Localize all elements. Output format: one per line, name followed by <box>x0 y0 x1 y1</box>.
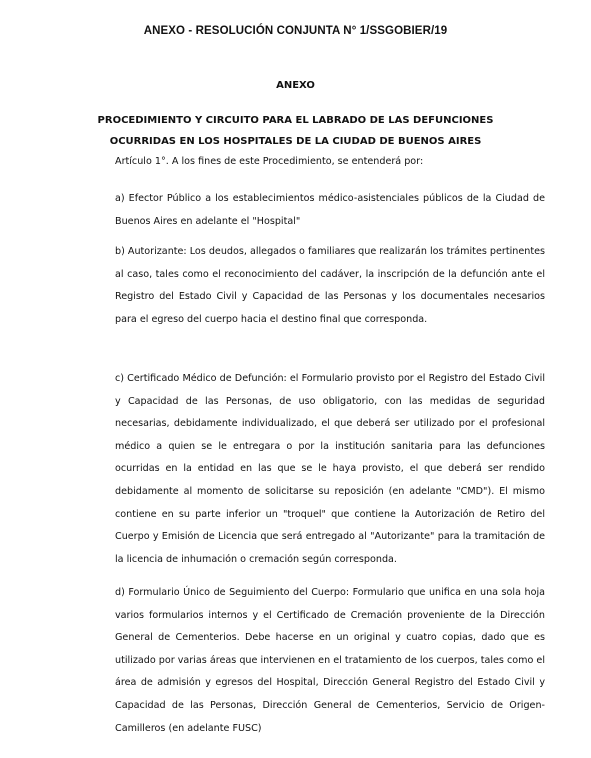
definition-c-paragraph: c) Certificado Médico de Defunción: el Formulario provisto por el Registro del Estado Civil y Capacidad de las Personas, de uso obligatorio, con las medidas de seguridad necesarias, debidamente individualizado, el que deberá ser utilizado por el profesional médico a quien se le entregara o por la institución sanitaria para las defunciones ocurridas en la entidad en las que se le haya provisto, el que deberá ser rendido debidamente al momento de solicitarse su reposición (en adelante "CMD"). El mismo contiene en su parte inferior un "troquel" que contiene la Autorización de Retiro del Cuerpo y Emisión de Licencia que será entregado al "Autorizante" para la tramitación de la licencia de inhumación o cremación según corresponda. <box>115 373 545 565</box>
document-header: ANEXO - RESOLUCIÓN CONJUNTA N° 1/SSGOBIER/19 <box>143 25 448 37</box>
procedure-title-line-2: OCURRIDAS EN LOS HOSPITALES DE LA CIUDAD DE BUENOS AIRES <box>109 136 482 147</box>
procedure-title <box>60 110 531 152</box>
definition-d-paragraph: d) Formulario Único de Seguimiento del Cuerpo: Formulario que unifica en una sola hoja varios formularios internos y el Certificado de Cremación proveniente de la Dirección General de Cementerios. Debe hacerse en un original y cuatro copias, dado que es utilizado por varias áreas que intervienen en el tratamiento de los cuerpos, tales como el área de admisión y egresos del Hospital, Dirección General Registro del Estado Civil y Capacidad de las Personas, Dirección General de Cementerios, Servicio de Origen- Camilleros (en adelante FUSC) <box>115 587 545 734</box>
definition-b-paragraph: b) Autorizante: Los deudos, allegados o familiares que realizarán los trámites pertinentes al caso, tales como el reconocimiento del cadáver, la inscripción de la defunción ante el Registro del Estado Civil y Capacidad de las Personas y los documentales necesarios para el egreso del cuerpo hacia el destino final que corresponda. <box>115 246 545 325</box>
annex-label: ANEXO <box>276 80 315 91</box>
procedure-title-line-1: PROCEDIMIENTO Y CIRCUITO PARA EL LABRADO DE LAS DEFUNCIONES <box>97 115 494 126</box>
definition-a-paragraph: a) Efector Público a los establecimientos médico-asistenciales públicos de la Ciudad de Buenos Aires en adelante el "Hospital" <box>115 193 545 227</box>
article-intro: Artículo 1°. A los fines de este Procedimiento, se entenderá por: <box>115 156 424 167</box>
